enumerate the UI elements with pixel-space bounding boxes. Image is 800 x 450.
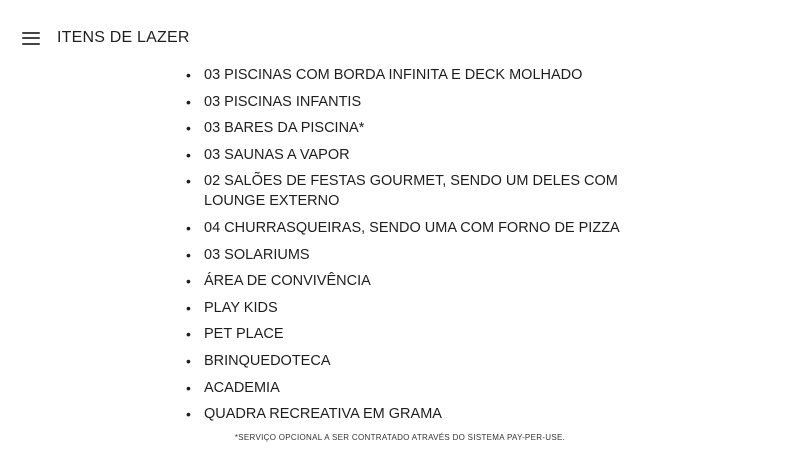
amenity-label: 03 SOLARIUMS — [204, 246, 310, 263]
hamburger-menu-icon[interactable] — [22, 32, 40, 45]
header — [22, 26, 190, 50]
list-item — [184, 171, 664, 211]
bullet-icon: • — [186, 352, 191, 369]
list-item — [184, 271, 664, 291]
list-item — [184, 298, 664, 318]
amenity-label: 03 SAUNAS A VAPOR — [204, 146, 350, 163]
amenity-label: 04 CHURRASQUEIRAS, SENDO UMA COM FORNO DE PIZZA — [204, 219, 620, 236]
bullet-icon: • — [186, 379, 191, 396]
bullet-icon: • — [186, 93, 191, 110]
bullet-icon: • — [186, 219, 191, 236]
amenity-label: BRINQUEDOTECA — [204, 352, 331, 369]
bullet-icon: • — [186, 173, 191, 190]
amenity-label: 03 PISCINAS INFANTIS — [204, 93, 362, 110]
list-item — [184, 324, 664, 344]
bullet-icon: • — [186, 273, 191, 290]
amenity-label: ACADEMIA — [204, 379, 280, 396]
footnote: *SERVIÇO OPCIONAL A SER CONTRATADO ATRAVÉS DO SISTEMA PAY-PER-USE. — [234, 433, 566, 442]
bullet-icon: • — [186, 299, 191, 316]
list-item — [184, 145, 664, 165]
amenity-label: 03 BARES DA PISCINA* — [204, 120, 365, 137]
list-item — [184, 404, 664, 424]
bullet-icon: • — [186, 246, 191, 263]
bullet-icon: • — [186, 67, 191, 83]
list-item — [184, 245, 664, 265]
list-item — [184, 218, 664, 238]
bullet-icon: • — [186, 120, 191, 137]
page-title: ITENS DE LAZER — [57, 29, 190, 46]
list-item — [184, 378, 664, 398]
list-item — [184, 65, 664, 85]
amenity-label: PET PLACE — [204, 326, 284, 343]
bullet-icon: • — [186, 406, 191, 423]
amenities-list — [184, 65, 664, 431]
list-item — [184, 351, 664, 371]
bullet-icon: • — [186, 146, 191, 163]
amenity-label: 03 PISCINAS COM BORDA INFINITA E DECK MOLHADO — [204, 67, 583, 83]
amenity-label: ÁREA DE CONVIVÊNCIA — [204, 273, 371, 290]
list-item — [184, 118, 664, 138]
amenity-label: 02 SALÕES DE FESTAS GOURMET, SENDO UM DELES COM LOUNGE EXTERNO — [204, 173, 618, 210]
list-item — [184, 92, 664, 112]
bullet-icon: • — [186, 326, 191, 343]
amenity-label: QUADRA RECREATIVA EM GRAMA — [204, 406, 442, 423]
amenity-label: PLAY KIDS — [204, 299, 278, 316]
